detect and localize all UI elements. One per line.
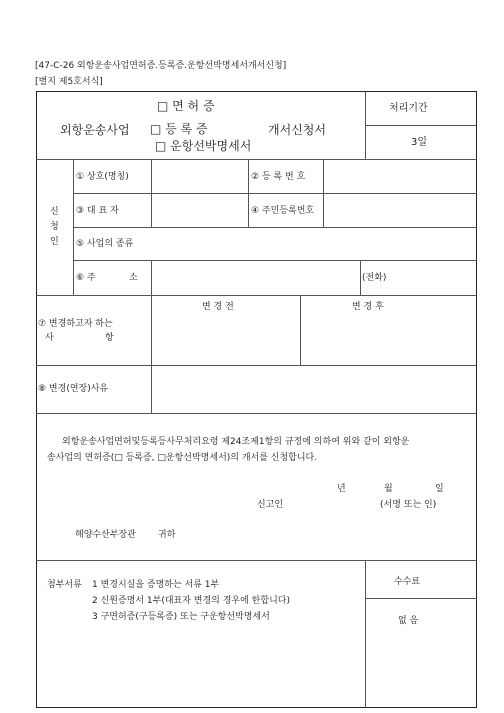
fee-label: 수수료 (394, 577, 421, 587)
field-registration-no-value[interactable] (324, 160, 476, 192)
addressee-honorific: 귀하 (158, 530, 176, 540)
date-month-label: 월 (384, 484, 393, 494)
field-phone-label: (전화) (362, 273, 387, 283)
processing-period-label: 처리기간 (389, 103, 428, 114)
applicant-group-label-2: 청 (50, 222, 59, 232)
field-registration-no-label: ② 등 록 번 호 (251, 172, 306, 182)
title-option-license: □ 면 허 증 (157, 99, 215, 113)
field-address-label-b: 소 (129, 273, 138, 283)
item7-label-b: 항 (105, 333, 114, 343)
field-address-value[interactable] (152, 261, 359, 294)
declaration-line-2: 송사업의 면허증(□ 등록증, □운항선박명세서)의 개서를 신청합니다. (47, 453, 318, 463)
divider (365, 91, 366, 159)
field-company-name-label: ① 상호(명칭) (76, 172, 129, 182)
title-option-registration: □ 등 록 증 (150, 122, 208, 136)
divider (365, 560, 366, 708)
field-business-type-label: ⑤ 사업의 종류 (76, 239, 134, 249)
change-before-value[interactable] (152, 318, 299, 364)
field-address-label-a: ⑥ 주 (76, 273, 96, 283)
form-number: [별지 제5호서식] (35, 77, 103, 87)
processing-period-value: 3일 (411, 137, 428, 148)
fee-value: 없 음 (398, 616, 419, 626)
change-after-value[interactable] (301, 318, 476, 364)
applicant-group-label-1: 신 (50, 207, 59, 217)
field-resident-no-label: ④ 주민등록번호 (251, 206, 315, 216)
applicant-signature-label: 신고인 (257, 500, 284, 510)
divider (365, 125, 477, 126)
change-reason-value[interactable] (152, 366, 476, 412)
attachment-item-2: 2 신원증명서 1부(대표자 변경의 경우에 한합니다) (92, 596, 290, 606)
field-resident-no-value[interactable] (324, 194, 476, 226)
title-option-ship-list: □ 운항선박명세서 (155, 139, 252, 153)
applicant-group-label-3: 인 (50, 237, 59, 247)
addressee: 해양수산부장관 (75, 530, 136, 540)
divider (248, 159, 249, 227)
divider (36, 560, 477, 561)
attachment-item-3: 3 구면허증(구등록증) 또는 구운항선박명세서 (92, 612, 270, 622)
field-representative-value[interactable] (152, 194, 247, 226)
divider (36, 295, 477, 296)
change-before-header: 변 경 전 (202, 302, 234, 312)
field-business-type-value[interactable] (152, 228, 476, 259)
divider (36, 413, 477, 414)
change-after-header: 변 경 후 (352, 302, 384, 312)
form-code: [47-C-26 외항운송사업면허증.등록증.운항선박명세서개서신청] (35, 61, 287, 71)
field-company-name-value[interactable] (152, 160, 247, 192)
divider (365, 598, 477, 599)
date-year-label: 년 (337, 484, 346, 494)
divider (73, 159, 74, 295)
title-main-left: 외항운송사업 (60, 123, 130, 137)
item7-label-a: 사 (45, 333, 54, 343)
item7-label-line1: ⑦ 변경하고자 하는 (38, 319, 113, 329)
date-day-label: 일 (435, 484, 444, 494)
declaration-line-1: 외항운송사업면허및등록등사무처리요령 제24조제1항의 규정에 의하여 위와 같이 외항운 (62, 437, 410, 447)
item8-label: ⑧ 변경(연장)사유 (38, 384, 109, 394)
field-representative-label: ③ 대 표 자 (76, 206, 119, 216)
title-main-right: 개서신청서 (268, 123, 326, 137)
attachments-label: 첨부서류 (47, 580, 82, 590)
divider (360, 260, 361, 295)
attachment-item-1: 1 변경시실을 증명하는 서류 1부 (92, 580, 220, 590)
signature-note: (서명 또는 인) (380, 500, 437, 510)
